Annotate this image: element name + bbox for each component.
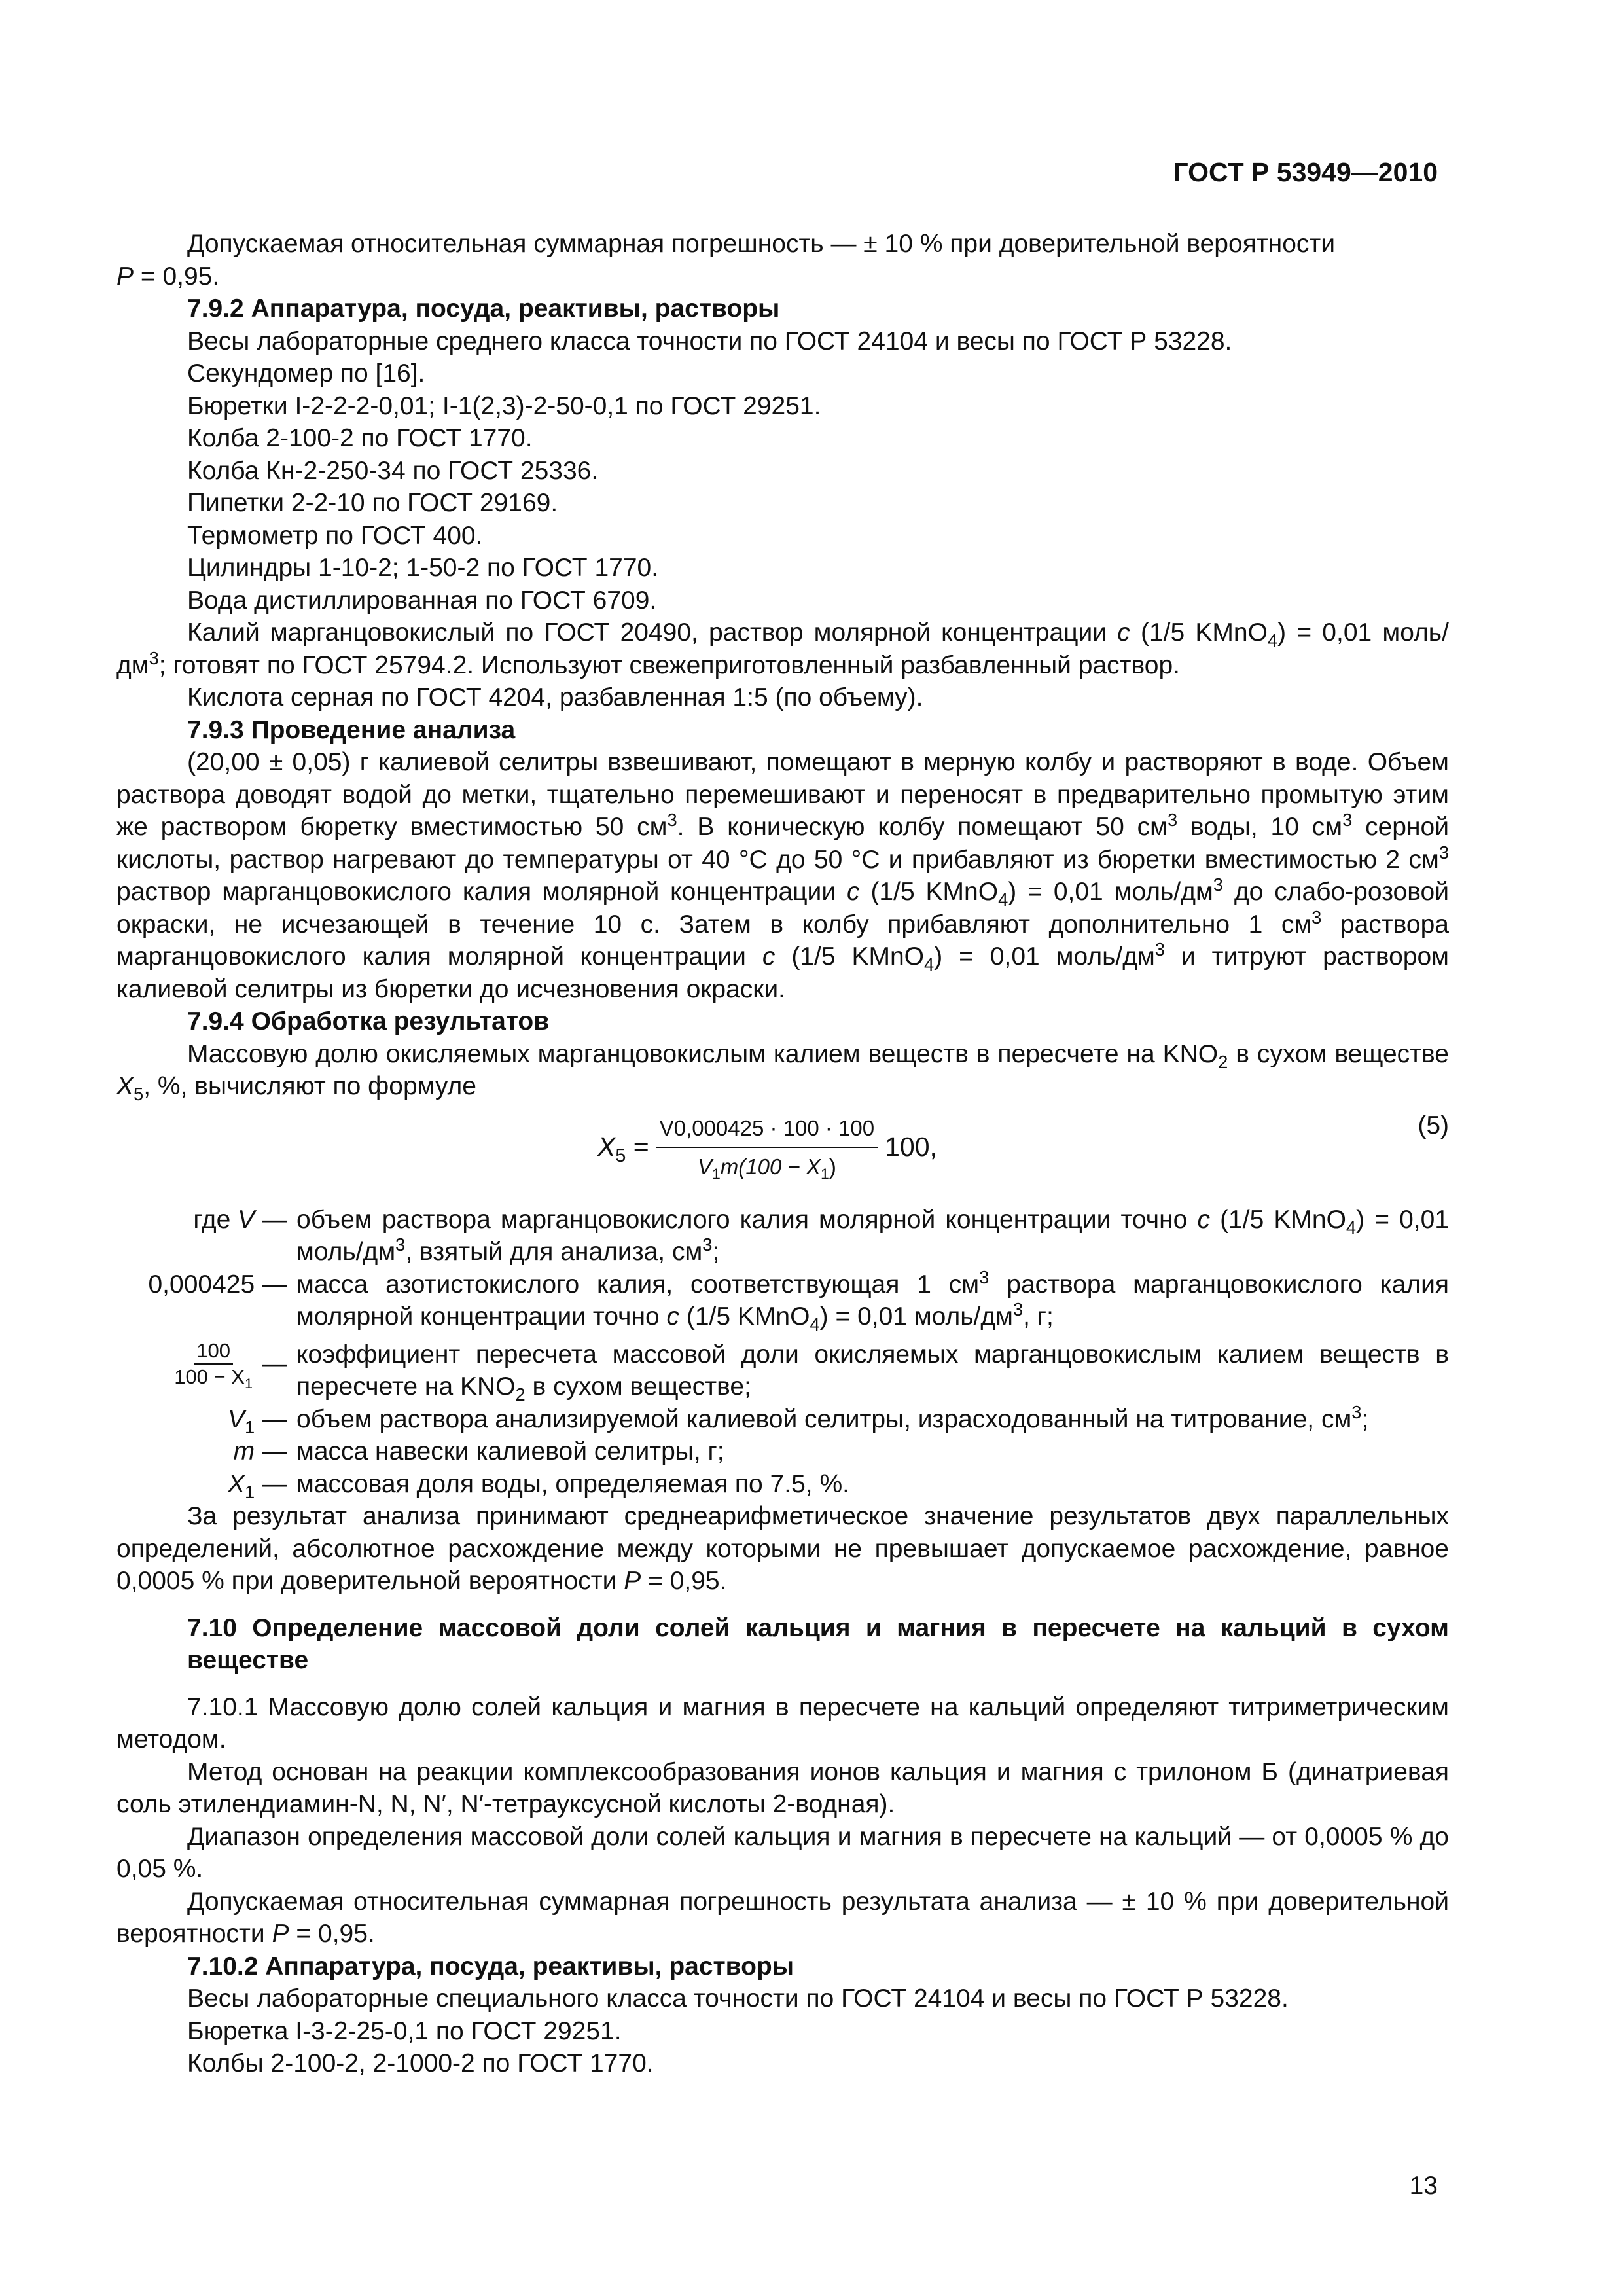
def-term-V1: $V_1$ — xyxy=(227,1405,287,1437)
list-item: Бюретка I-3-2-25-0,1 по ГОСТ 29251. xyxy=(187,2017,622,2045)
def-term-constant: 0,000425 — xyxy=(148,1270,287,1299)
list-item: Весы лабораторные специального класса точности по ГОСТ 24104 и весы по ГОСТ Р 53228. xyxy=(187,1984,1289,2013)
list-item: Бюретки I-2-2-2-0,01; I-1(2,3)-2-50-0,1 по ГОСТ 29251. xyxy=(187,391,821,420)
section-7-10-2-title: 7.10.2 Аппаратура, посуда, реактивы, растворы xyxy=(187,1952,794,1981)
section-7-9-2-title: 7.9.2 Аппаратура, посуда, реактивы, растворы xyxy=(187,295,780,323)
def-desc-m: масса навески калиевой селитры, г; xyxy=(296,1437,724,1465)
paragraph-range: Диапазон определения массовой доли солей кальция и магния в пересчете на кальций — от 0,0005 % до 0,05 %. xyxy=(116,1822,1449,1883)
paragraph-7-10-1: 7.10.1 Массовую долю солей кальция и магния в пересчете на кальций определяют титриметрическим методом. xyxy=(116,1693,1449,1753)
page-content xyxy=(116,228,1449,2080)
def-desc-V1: объем раствора анализируемой калиевой селитры, израсходованный на титрование, $см^3$; xyxy=(296,1401,1369,1433)
def-term-V: где V — xyxy=(193,1205,287,1234)
formula-numerator: V0,000425 · 100 · 100 xyxy=(656,1112,878,1149)
list-item: Секундомер по [16]. xyxy=(187,359,425,387)
list-item: Пипетки 2-2-10 по ГОСТ 29169. xyxy=(187,489,558,517)
list-item: Термометр по ГОСТ 400. xyxy=(187,521,483,550)
def-term-fraction: $\frac{100}{100 - X_1}$ — xyxy=(174,1338,287,1391)
list-item: Колба 2-100-2 по ГОСТ 1770. xyxy=(187,424,533,452)
formula-number: (5) xyxy=(1418,1111,1449,1139)
list-item: Колба Кн-2-250-34 по ГОСТ 25336. xyxy=(187,456,599,485)
def-desc-V: объем раствора марганцовокислого калия молярной концентрации точно c (1/5 KMnO$_4$) = 0,01 моль/$дм^3$, взятый для анализа, $см^3$; xyxy=(296,1205,1449,1266)
def-desc-constant: масса азотистокислого калия, соответствующая 1 $см^3$ раствора марганцовокислого калия молярной концентрации точно c (1/5 KMnO$_4$) = 0,01 моль/$дм^3$, г; xyxy=(296,1266,1449,1335)
list-item: Весы лабораторные среднего класса точности по ГОСТ 24104 и весы по ГОСТ Р 53228. xyxy=(187,327,1232,355)
paragraph-procedure: (20,00 ± 0,05) г калиевой селитры взвешивают, помещают в мерную колбу и растворяют в воде. Объем раствора доводят водой до метки, тщательно перемешивают и переносят в предварительно промытую этим же раствором бюретку вместимостью 50 $см^3$. В коническую колбу помещают 50 $см^3$ воды, 10 $см^3$ серной кислоты, раствор нагревают до температуры от 40 °С до 50 °С и прибавляют из бюретки вместимостью 2 $см^3$ раствор марганцовокислого калия молярной концентрации c (1/5 KMnO$_4$) = 0,01 моль/$дм^3$ до слабо-розовой окраски, не исчезающей в течение 10 с. Затем в колбу прибавляют дополнительно 1 $см^3$ раствора марганцовокислого калия молярной концентрации c (1/5 KMnO$_4$) = 0,01 моль/$дм^3$ и титруют раствором калиевой селитры из бюретки до исчезновения окраски. xyxy=(116,748,1449,1003)
page-number: 13 xyxy=(1409,2172,1438,2200)
list-item-kmno4: Калий марганцовокислый по ГОСТ 20490, раствор молярной концентрации c (1/5 KMnO$_4$) = 0,01 моль/$дм^3$; готовят по ГОСТ 25794.2. Используют свежеприготовленный разбавленный раствор. xyxy=(116,619,1449,679)
section-7-9-3-title: 7.9.3 Проведение анализа xyxy=(187,715,516,744)
paragraph-error-2: Допускаемая относительная суммарная погрешность результата анализа — ± 10 % при доверительной вероятности P = 0,95. xyxy=(116,1887,1449,1948)
paragraph-error: Допускаемая относительная суммарная погрешность — ± 10 % при доверительной вероятности P = 0,95. xyxy=(116,230,1336,291)
def-desc-fraction: коэффициент пересчета массовой доли окисляемых марганцовокислым калием веществ в пересчете на $KNO_2$ в сухом веществе; xyxy=(296,1340,1449,1405)
document-header: ГОСТ Р 53949—2010 xyxy=(1173,157,1438,187)
definitions-list xyxy=(116,1204,1449,1501)
def-term-m: m — xyxy=(233,1437,287,1465)
list-item: Кислота серная по ГОСТ 4204, разбавленная 1:5 (по объему). xyxy=(187,683,923,711)
formula-5 xyxy=(116,1103,1449,1201)
list-item: Вода дистиллированная по ГОСТ 6709. xyxy=(187,586,657,615)
formula-denominator: $V_1m(100 - X_1)$ xyxy=(697,1155,836,1183)
paragraph-result: За результат анализа принимают среднеарифметическое значение результатов двух параллельных определений, абсолютное расхождение между которыми не превышает допускаемое расхождение, равное 0,0005 % при доверительной вероятности P = 0,95. xyxy=(116,1502,1449,1595)
section-7-9-4-title: 7.9.4 Обработка результатов xyxy=(187,1007,550,1035)
formula-fraction xyxy=(656,1112,878,1183)
def-desc-X1: массовая доля воды, определяемая по 7.5, %. xyxy=(296,1469,849,1498)
def-term-X1: $X_1$ — xyxy=(227,1469,287,1502)
list-item: Цилиндры 1-10-2; 1-50-2 по ГОСТ 1770. xyxy=(187,554,659,582)
formula-expression: $X_5$ = $\frac{V0,000425 \cdot 100 \cdot 100}{V_1m(100 - X_1)}$ 100, xyxy=(597,1112,937,1183)
formula-tail: 100, xyxy=(885,1132,937,1162)
paragraph-method: Метод основан на реакции комплексообразования ионов кальция и магния с трилоном Б (динатриевая соль этилендиамин-N, N, N′, N′-тетрауксусной кислоты 2-водная). xyxy=(116,1757,1449,1818)
section-7-10-title: 7.10 Определение массовой доли солей кальция и магния в пересчете на кальций в сухом веществе xyxy=(187,1613,1449,1674)
paragraph-formula-intro: Массовую долю окисляемых марганцовокислым калием веществ в пересчете на $KNO_2$ в сухом веществе $X_5$, %, вычисляют по формуле xyxy=(116,1039,1449,1104)
list-item: Колбы 2-100-2, 2-1000-2 по ГОСТ 1770. xyxy=(187,2049,654,2077)
